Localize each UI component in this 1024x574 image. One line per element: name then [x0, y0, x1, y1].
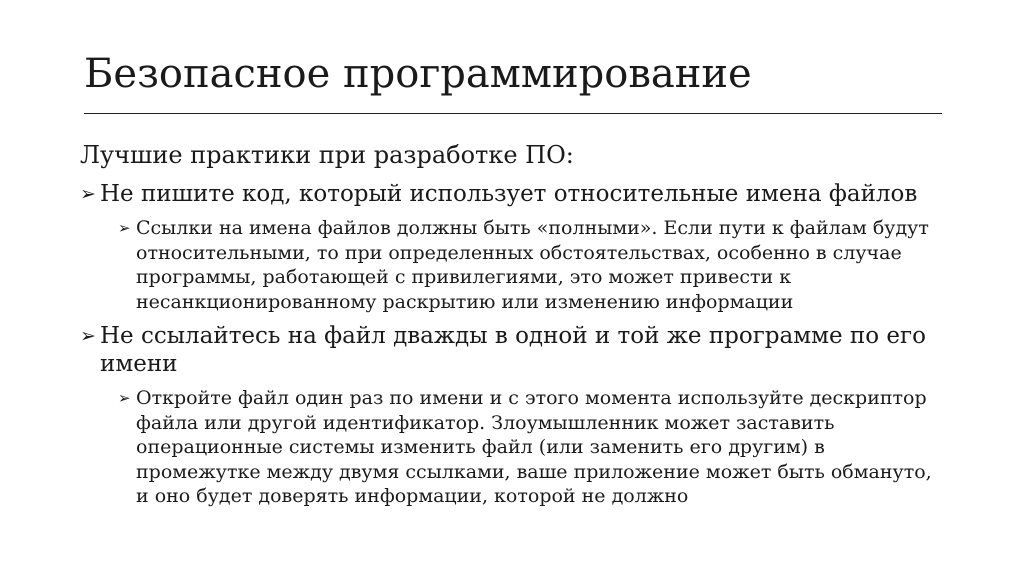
bullet-text-2: Не ссылайтесь на файл дважды в одной и той же программе по его имени: [100, 323, 926, 377]
arrow-bullet-icon: ➢: [80, 183, 96, 205]
slide-body: [80, 140, 950, 517]
sub-bullet-item-2: [80, 386, 950, 509]
bullet-item-1: [80, 180, 950, 208]
slide-title: Безопасное программирование: [84, 51, 752, 97]
intro-text: Лучшие практики при разработке ПО:: [80, 141, 574, 169]
sub-bullet-text-2: Откройте файл один раз по имени и с этого момента используйте дескриптор файла или другой идентификатор. Злоумышленник может заставить операционные системы изменить файл (или заменить его другим) в промежутке между двумя ссылками, ваше приложение может быть обмануто, и оно будет доверять информации, которой не должно: [136, 387, 932, 507]
arrow-bullet-icon: ➢: [80, 325, 96, 347]
arrow-bullet-icon: ➢: [118, 219, 131, 237]
sub-bullet-text-1: Ссылки на имена файлов должны быть «полными». Если пути к файлам будут относительными, то при определенных обстоятельствах, особенно в случае программы, работающей с привилегиями, это может привести к несанкционированному раскрытию или изменению информации: [136, 217, 929, 313]
sub-bullet-item-1: [80, 216, 950, 314]
bullet-item-2: [80, 322, 950, 378]
bullet-text-1: Не пишите код, который использует относительные имена файлов: [100, 181, 918, 207]
title-divider: [84, 113, 942, 114]
arrow-bullet-icon: ➢: [118, 389, 131, 407]
